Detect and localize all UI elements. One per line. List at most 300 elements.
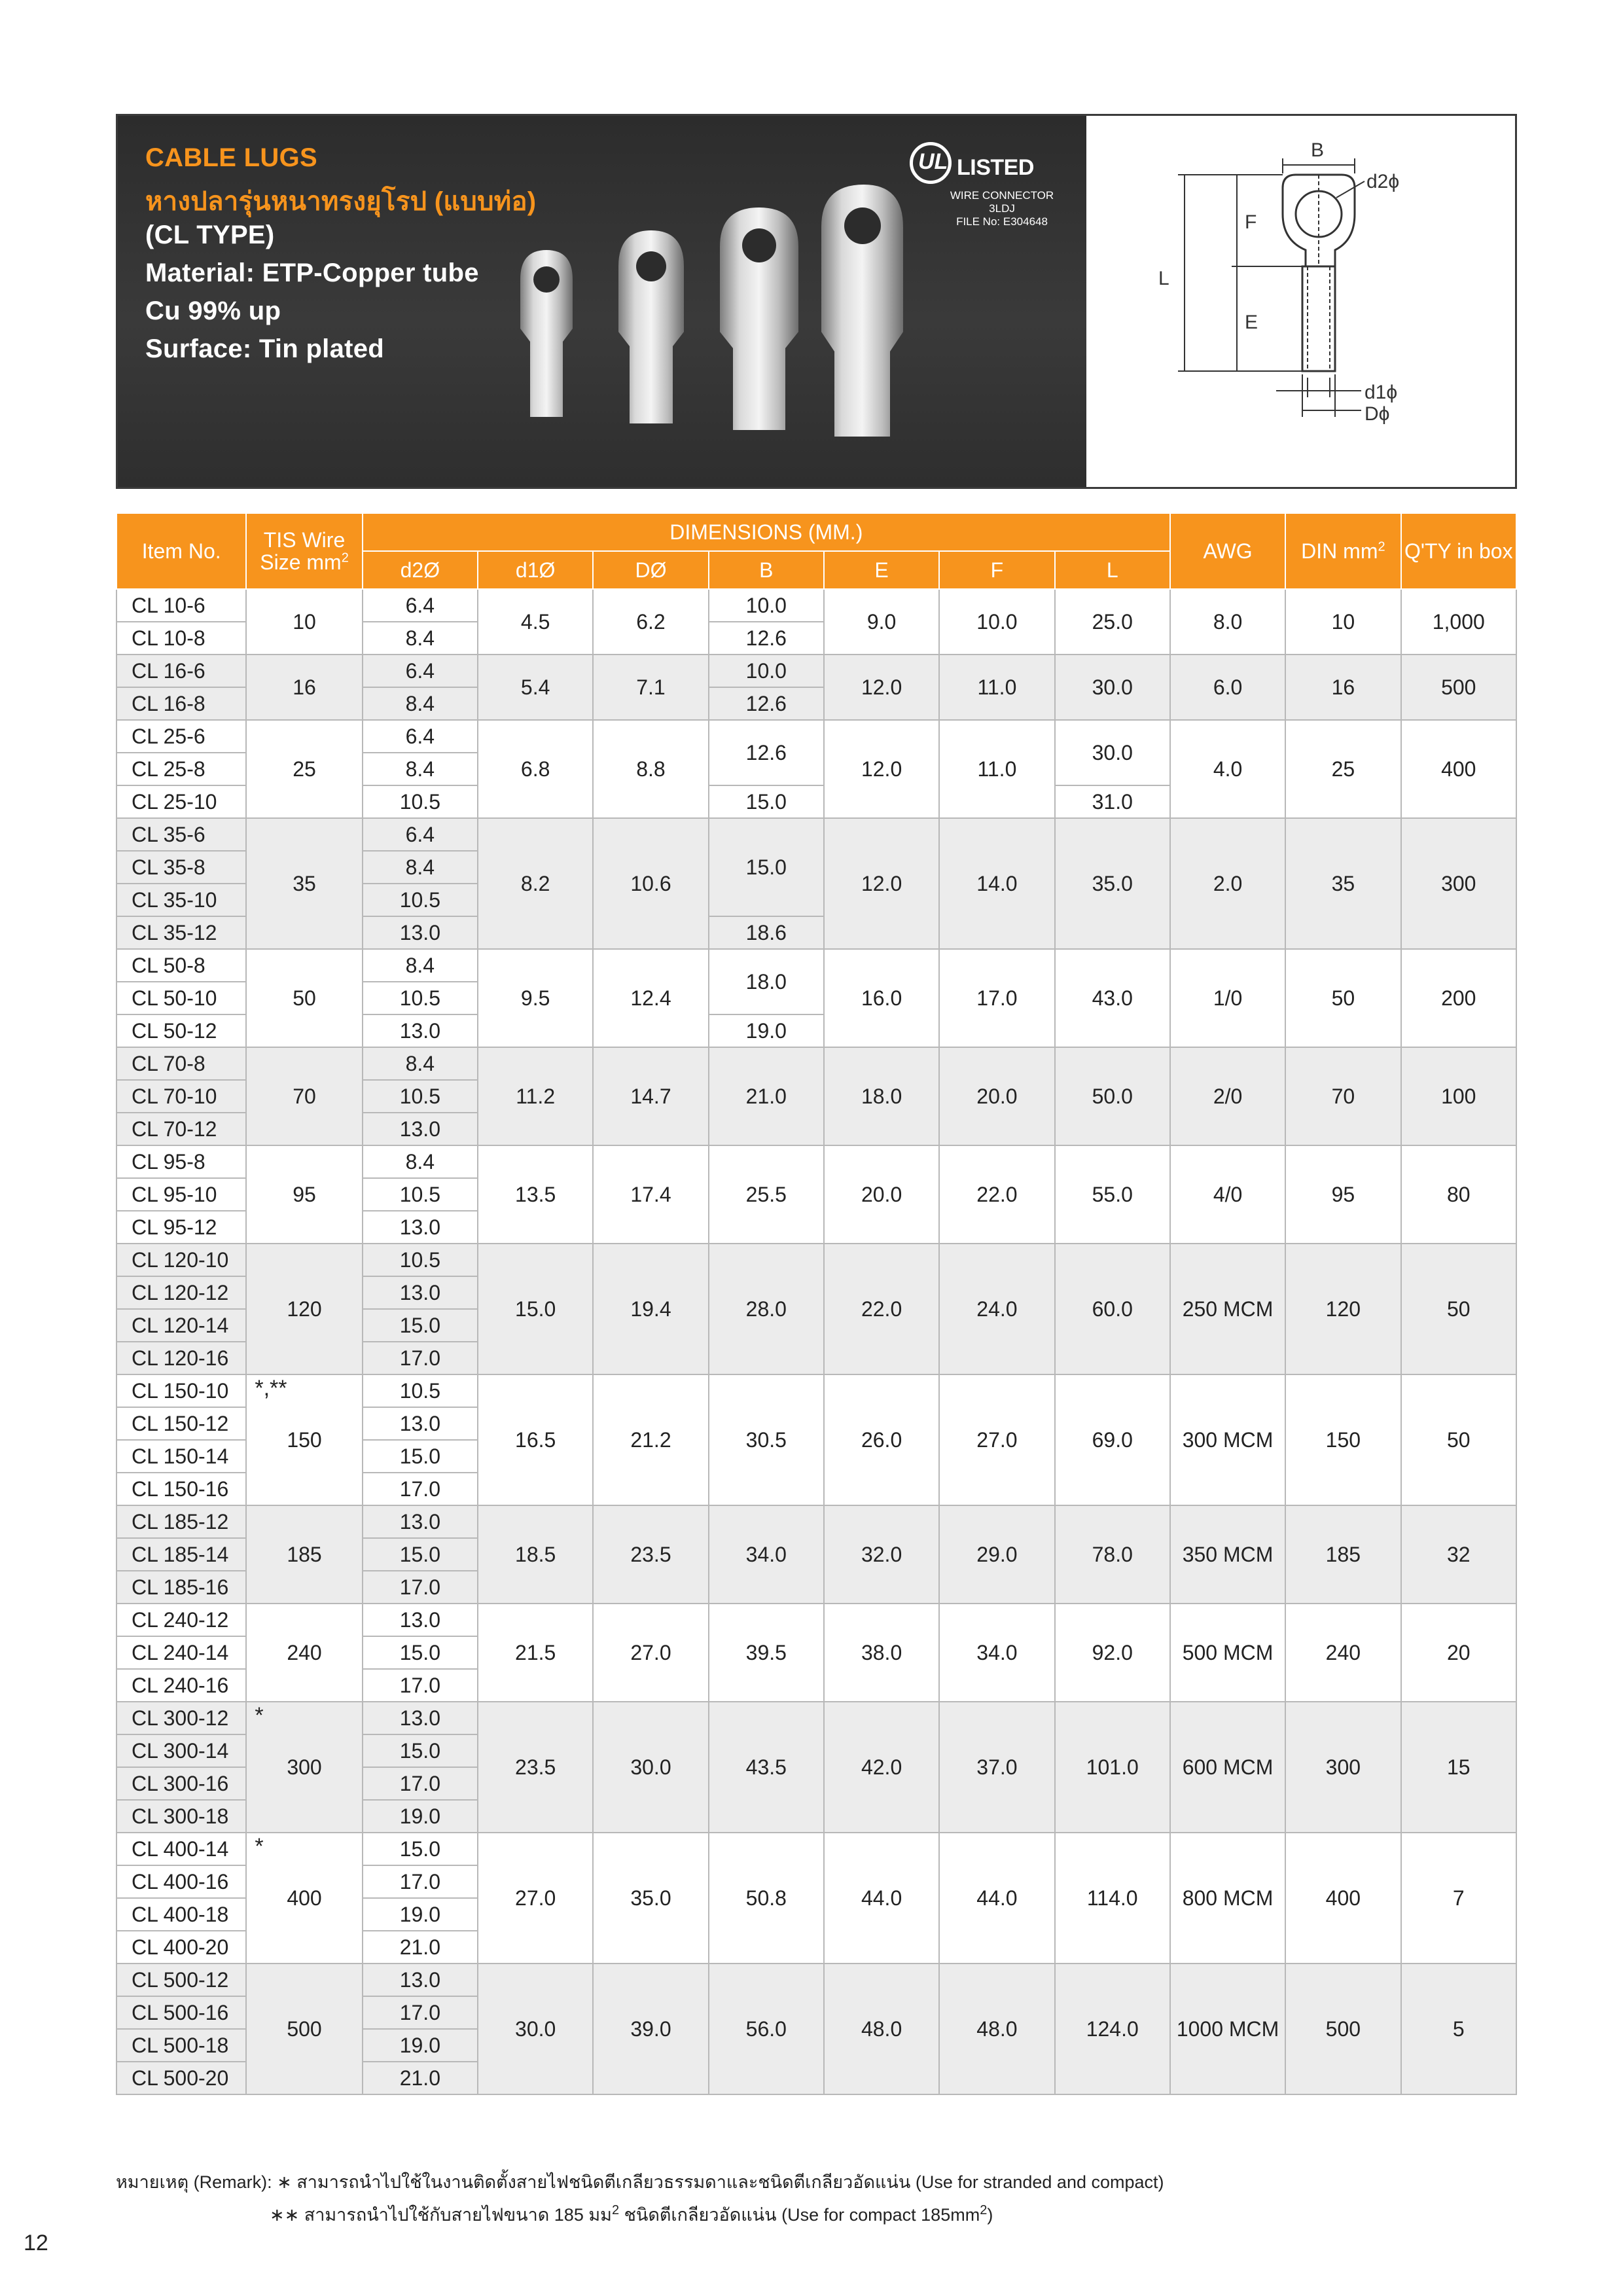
item-no-cell: CL 70-12 xyxy=(116,1113,246,1145)
dim-label-l: L xyxy=(1158,268,1169,289)
table-row xyxy=(116,949,1516,982)
f-cell: 11.0 xyxy=(939,720,1054,818)
ul-logo-icon: UL xyxy=(910,142,952,184)
e-cell: 12.0 xyxy=(824,818,939,949)
b-cell: 28.0 xyxy=(709,1244,824,1374)
d2-cell: 15.0 xyxy=(363,1309,478,1342)
qty-cell: 7 xyxy=(1401,1833,1516,1964)
item-no-cell: CL 150-12 xyxy=(116,1407,246,1440)
tis-size-cell xyxy=(246,655,362,720)
item-no-cell: CL 35-8 xyxy=(116,851,246,884)
item-no-cell: CL 150-14 xyxy=(116,1440,246,1473)
qty-cell: 300 xyxy=(1401,818,1516,949)
l-cell: 35.0 xyxy=(1055,818,1170,949)
d2-cell: 13.0 xyxy=(363,1276,478,1309)
d2-cell: 15.0 xyxy=(363,1833,478,1865)
f-cell: 10.0 xyxy=(939,589,1054,655)
tis-size-cell xyxy=(246,1374,362,1505)
item-no-cell: CL 10-8 xyxy=(116,622,246,655)
item-no-cell: CL 10-6 xyxy=(116,589,246,622)
tis-size-value: 150 xyxy=(287,1428,322,1452)
tis-size-cell xyxy=(246,1244,362,1374)
item-no-cell: CL 150-10 xyxy=(116,1374,246,1407)
tis-size-value: 95 xyxy=(293,1183,316,1206)
item-no-cell: CL 16-8 xyxy=(116,687,246,720)
f-cell: 20.0 xyxy=(939,1047,1054,1145)
awg-cell: 1/0 xyxy=(1170,949,1285,1047)
d1-cell: 11.2 xyxy=(478,1047,593,1145)
table-row xyxy=(116,1047,1516,1080)
item-no-cell: CL 400-16 xyxy=(116,1865,246,1898)
d2-cell: 10.5 xyxy=(363,785,478,818)
item-no-cell: CL 500-16 xyxy=(116,1996,246,2029)
d2-cell: 15.0 xyxy=(363,1636,478,1669)
item-no-cell: CL 95-8 xyxy=(116,1145,246,1178)
awg-cell: 2/0 xyxy=(1170,1047,1285,1145)
item-no-cell: CL 120-12 xyxy=(116,1276,246,1309)
tis-size-cell xyxy=(246,1604,362,1702)
e-cell: 22.0 xyxy=(824,1244,939,1374)
table-row xyxy=(116,1145,1516,1178)
f-cell: 29.0 xyxy=(939,1505,1054,1604)
d-cell: 19.4 xyxy=(593,1244,708,1374)
d-cell: 21.2 xyxy=(593,1374,708,1505)
item-no-cell: CL 50-12 xyxy=(116,1014,246,1047)
tis-size-value: 185 xyxy=(287,1543,322,1566)
tis-size-cell xyxy=(246,1702,362,1833)
item-no-cell: CL 185-12 xyxy=(116,1505,246,1538)
d1-cell: 6.8 xyxy=(478,720,593,818)
d2-cell: 13.0 xyxy=(363,1211,478,1244)
din-cell: 50 xyxy=(1285,949,1400,1047)
item-no-cell: CL 300-12 xyxy=(116,1702,246,1734)
d-cell: 12.4 xyxy=(593,949,708,1047)
tis-size-cell xyxy=(246,949,362,1047)
d2-cell: 10.5 xyxy=(363,1080,478,1113)
tis-size-value: 500 xyxy=(287,2017,322,2041)
awg-cell: 4.0 xyxy=(1170,720,1285,818)
item-no-cell: CL 25-10 xyxy=(116,785,246,818)
l-cell: 30.0 xyxy=(1055,720,1170,785)
remark-mark: *,** xyxy=(255,1376,287,1401)
d-cell: 14.7 xyxy=(593,1047,708,1145)
table-row xyxy=(116,589,1516,622)
item-no-cell: CL 400-20 xyxy=(116,1931,246,1964)
remark-mark: * xyxy=(255,1834,264,1859)
qty-cell: 100 xyxy=(1401,1047,1516,1145)
d2-cell: 8.4 xyxy=(363,687,478,720)
tis-size-value: 50 xyxy=(293,986,316,1010)
item-no-cell: CL 50-10 xyxy=(116,982,246,1014)
din-cell: 95 xyxy=(1285,1145,1400,1244)
d2-cell: 17.0 xyxy=(363,1865,478,1898)
b-cell: 18.6 xyxy=(709,916,824,949)
din-cell: 120 xyxy=(1285,1244,1400,1374)
awg-cell: 1000 MCM xyxy=(1170,1964,1285,2094)
table-row xyxy=(116,1964,1516,1996)
d1-cell: 27.0 xyxy=(478,1833,593,1964)
d-cell: 39.0 xyxy=(593,1964,708,2094)
e-cell: 26.0 xyxy=(824,1374,939,1505)
tis-size-value: 240 xyxy=(287,1641,322,1664)
qty-cell: 32 xyxy=(1401,1505,1516,1604)
header-din: DIN $mm^2$ xyxy=(1285,513,1400,589)
item-no-cell: CL 95-12 xyxy=(116,1211,246,1244)
d2-cell: 10.5 xyxy=(363,1374,478,1407)
item-no-cell: CL 300-18 xyxy=(116,1800,246,1833)
l-cell: 55.0 xyxy=(1055,1145,1170,1244)
material-spec: Material: ETP-Copper tube xyxy=(145,259,479,287)
d2-cell: 10.5 xyxy=(363,1244,478,1276)
f-cell: 22.0 xyxy=(939,1145,1054,1244)
d2-cell: 13.0 xyxy=(363,1014,478,1047)
surface-spec: Surface: Tin plated xyxy=(145,334,385,363)
item-no-cell: CL 240-16 xyxy=(116,1669,246,1702)
header-qty: Q'TY in box xyxy=(1401,513,1516,589)
tis-size-cell xyxy=(246,818,362,949)
e-cell: 42.0 xyxy=(824,1702,939,1833)
item-no-cell: CL 35-6 xyxy=(116,818,246,851)
item-no-cell: CL 185-14 xyxy=(116,1538,246,1571)
item-no-cell: CL 240-12 xyxy=(116,1604,246,1636)
d-cell: 7.1 xyxy=(593,655,708,720)
item-no-cell: CL 95-10 xyxy=(116,1178,246,1211)
item-no-cell: CL 50-8 xyxy=(116,949,246,982)
l-cell: 43.0 xyxy=(1055,949,1170,1047)
d1-cell: 16.5 xyxy=(478,1374,593,1505)
qty-cell: 80 xyxy=(1401,1145,1516,1244)
din-cell: 70 xyxy=(1285,1047,1400,1145)
header-l: L xyxy=(1055,551,1170,589)
d2-cell: 19.0 xyxy=(363,1898,478,1931)
d-cell: 17.4 xyxy=(593,1145,708,1244)
tis-size-cell xyxy=(246,1833,362,1964)
e-cell: 9.0 xyxy=(824,589,939,655)
f-cell: 11.0 xyxy=(939,655,1054,720)
table-row xyxy=(116,1604,1516,1636)
d2-cell: 13.0 xyxy=(363,1505,478,1538)
b-cell: 19.0 xyxy=(709,1014,824,1047)
awg-cell: 2.0 xyxy=(1170,818,1285,949)
dim-label-e: E xyxy=(1245,312,1258,333)
b-cell: 34.0 xyxy=(709,1505,824,1604)
awg-cell: 8.0 xyxy=(1170,589,1285,655)
tis-size-value: 25 xyxy=(293,757,316,781)
awg-cell: 600 MCM xyxy=(1170,1702,1285,1833)
d2-cell: 17.0 xyxy=(363,1473,478,1505)
tis-size-cell xyxy=(246,1964,362,2094)
item-no-cell: CL 150-16 xyxy=(116,1473,246,1505)
b-cell: 43.5 xyxy=(709,1702,824,1833)
l-cell: 60.0 xyxy=(1055,1244,1170,1374)
d1-cell: 5.4 xyxy=(478,655,593,720)
din-cell: 500 xyxy=(1285,1964,1400,2094)
b-cell: 39.5 xyxy=(709,1604,824,1702)
dim-label-b: B xyxy=(1311,139,1325,161)
header-b: B xyxy=(709,551,824,589)
b-cell: 10.0 xyxy=(709,655,824,687)
product-title: CABLE LUGS xyxy=(145,143,317,172)
l-cell: 25.0 xyxy=(1055,589,1170,655)
qty-cell: 50 xyxy=(1401,1374,1516,1505)
awg-cell: 800 MCM xyxy=(1170,1833,1285,1964)
d1-cell: 8.2 xyxy=(478,818,593,949)
b-cell: 21.0 xyxy=(709,1047,824,1145)
item-no-cell: CL 70-10 xyxy=(116,1080,246,1113)
item-no-cell: CL 185-16 xyxy=(116,1571,246,1604)
d2-cell: 10.5 xyxy=(363,884,478,916)
header-d2: d2Ø xyxy=(363,551,478,589)
d2-cell: 13.0 xyxy=(363,1407,478,1440)
tis-size-value: 16 xyxy=(293,675,316,699)
table-row xyxy=(116,720,1516,753)
dim-label-f: F xyxy=(1245,211,1257,233)
din-cell: 35 xyxy=(1285,818,1400,949)
dim-label-d1: d1ϕ xyxy=(1364,382,1398,403)
header-awg: AWG xyxy=(1170,513,1285,589)
qty-cell: 15 xyxy=(1401,1702,1516,1833)
d2-cell: 13.0 xyxy=(363,1113,478,1145)
d1-cell: 30.0 xyxy=(478,1964,593,2094)
qty-cell: 50 xyxy=(1401,1244,1516,1374)
d-cell: 8.8 xyxy=(593,720,708,818)
ul-code: 3LDJ xyxy=(989,202,1015,215)
d-cell: 10.6 xyxy=(593,818,708,949)
table-row xyxy=(116,818,1516,851)
cable-lugs-illustration xyxy=(484,175,903,482)
tis-size-value: 35 xyxy=(293,872,316,895)
d1-cell: 4.5 xyxy=(478,589,593,655)
lug-medium xyxy=(618,230,684,423)
d1-cell: 23.5 xyxy=(478,1702,593,1833)
e-cell: 32.0 xyxy=(824,1505,939,1604)
b-cell: 12.6 xyxy=(709,622,824,655)
tis-size-value: 300 xyxy=(287,1755,322,1779)
d2-cell: 10.5 xyxy=(363,982,478,1014)
cable-lug-spec-table xyxy=(116,512,1517,2095)
b-cell: 56.0 xyxy=(709,1964,824,2094)
qty-cell: 400 xyxy=(1401,720,1516,818)
dimension-diagram xyxy=(1086,116,1515,487)
awg-cell: 250 MCM xyxy=(1170,1244,1285,1374)
awg-cell: 500 MCM xyxy=(1170,1604,1285,1702)
d2-cell: 15.0 xyxy=(363,1440,478,1473)
d2-cell: 21.0 xyxy=(363,1931,478,1964)
tis-size-value: 400 xyxy=(287,1886,322,1910)
l-cell: 101.0 xyxy=(1055,1702,1170,1833)
tis-size-cell xyxy=(246,589,362,655)
l-cell: 69.0 xyxy=(1055,1374,1170,1505)
awg-cell: 6.0 xyxy=(1170,655,1285,720)
d2-cell: 21.0 xyxy=(363,2062,478,2094)
l-cell: 30.0 xyxy=(1055,655,1170,720)
d-cell: 6.2 xyxy=(593,589,708,655)
d2-cell: 13.0 xyxy=(363,1964,478,1996)
d2-cell: 6.4 xyxy=(363,655,478,687)
d2-cell: 13.0 xyxy=(363,916,478,949)
din-cell: 150 xyxy=(1285,1374,1400,1505)
qty-cell: 500 xyxy=(1401,655,1516,720)
e-cell: 18.0 xyxy=(824,1047,939,1145)
d2-cell: 17.0 xyxy=(363,1996,478,2029)
d2-cell: 6.4 xyxy=(363,720,478,753)
d1-cell: 18.5 xyxy=(478,1505,593,1604)
qty-cell: 200 xyxy=(1401,949,1516,1047)
d2-cell: 8.4 xyxy=(363,949,478,982)
b-cell: 12.6 xyxy=(709,687,824,720)
d2-cell: 17.0 xyxy=(363,1767,478,1800)
item-no-cell: CL 25-6 xyxy=(116,720,246,753)
qty-cell: 20 xyxy=(1401,1604,1516,1702)
l-cell: 78.0 xyxy=(1055,1505,1170,1604)
table-row xyxy=(116,655,1516,687)
banner-background xyxy=(118,116,1086,487)
page-number: 12 xyxy=(24,2231,48,2255)
d1-cell: 15.0 xyxy=(478,1244,593,1374)
d1-cell: 9.5 xyxy=(478,949,593,1047)
d2-cell: 17.0 xyxy=(363,1571,478,1604)
lug-large xyxy=(720,207,798,430)
table-row xyxy=(116,1244,1516,1276)
din-cell: 25 xyxy=(1285,720,1400,818)
qty-cell: 1,000 xyxy=(1401,589,1516,655)
e-cell: 20.0 xyxy=(824,1145,939,1244)
table-body xyxy=(116,589,1516,2094)
item-no-cell: CL 500-18 xyxy=(116,2029,246,2062)
tis-size-value: 120 xyxy=(287,1297,322,1321)
header-d: DØ xyxy=(593,551,708,589)
b-cell: 15.0 xyxy=(709,818,824,916)
header-dimensions: DIMENSIONS (MM.) xyxy=(363,513,1170,551)
header-d1: d1Ø xyxy=(478,551,593,589)
d-cell: 35.0 xyxy=(593,1833,708,1964)
item-no-cell: CL 120-16 xyxy=(116,1342,246,1374)
e-cell: 12.0 xyxy=(824,720,939,818)
ul-file-number: FILE No: E304648 xyxy=(956,215,1048,228)
b-cell: 18.0 xyxy=(709,949,824,1014)
d2-cell: 17.0 xyxy=(363,1669,478,1702)
l-cell: 114.0 xyxy=(1055,1833,1170,1964)
din-cell: 240 xyxy=(1285,1604,1400,1702)
d1-cell: 21.5 xyxy=(478,1604,593,1702)
tis-size-cell xyxy=(246,1047,362,1145)
d2-cell: 8.4 xyxy=(363,1145,478,1178)
d2-cell: 8.4 xyxy=(363,851,478,884)
header-f: F xyxy=(939,551,1054,589)
f-cell: 44.0 xyxy=(939,1833,1054,1964)
d2-cell: 8.4 xyxy=(363,753,478,785)
dim-label-d: Dϕ xyxy=(1364,403,1390,425)
qty-cell: 5 xyxy=(1401,1964,1516,2094)
b-cell: 12.6 xyxy=(709,720,824,785)
item-no-cell: CL 35-12 xyxy=(116,916,246,949)
header-tis-wire-size: TIS Wire Size $mm^2$ xyxy=(246,513,362,589)
item-no-cell: CL 400-14 xyxy=(116,1833,246,1865)
tis-size-cell xyxy=(246,720,362,818)
d-cell: 27.0 xyxy=(593,1604,708,1702)
l-cell: 50.0 xyxy=(1055,1047,1170,1145)
d1-cell: 13.5 xyxy=(478,1145,593,1244)
tis-size-value: 70 xyxy=(293,1085,316,1108)
f-cell: 27.0 xyxy=(939,1374,1054,1505)
table-row xyxy=(116,1374,1516,1407)
header-banner xyxy=(116,114,1517,489)
d2-cell: 6.4 xyxy=(363,818,478,851)
item-no-cell: CL 300-16 xyxy=(116,1767,246,1800)
remark-mark: * xyxy=(255,1703,264,1728)
product-title-thai: หางปลารุ่นหนาทรงยุโรป (แบบท่อ) xyxy=(145,187,537,216)
d2-cell: 15.0 xyxy=(363,1538,478,1571)
item-no-cell: CL 500-20 xyxy=(116,2062,246,2094)
d-cell: 30.0 xyxy=(593,1702,708,1833)
awg-cell: 350 MCM xyxy=(1170,1505,1285,1604)
d2-cell: 17.0 xyxy=(363,1342,478,1374)
b-cell: 50.8 xyxy=(709,1833,824,1964)
d2-cell: 15.0 xyxy=(363,1734,478,1767)
d2-cell: 6.4 xyxy=(363,589,478,622)
remark-note-1: หมายเหตุ (Remark): ∗ สามารถนำไปใช้ในงานติดตั้งสายไฟชนิดตีเกลียวธรรมดาและชนิดตีเกลียวอัดแน่น (Use for stranded and compact) xyxy=(116,2172,1164,2192)
item-no-cell: CL 70-8 xyxy=(116,1047,246,1080)
f-cell: 48.0 xyxy=(939,1964,1054,2094)
f-cell: 37.0 xyxy=(939,1702,1054,1833)
tis-size-cell xyxy=(246,1145,362,1244)
din-cell: 185 xyxy=(1285,1505,1400,1604)
d2-cell: 8.4 xyxy=(363,622,478,655)
ul-listed-text: LISTED xyxy=(957,155,1034,180)
tis-size-cell xyxy=(246,1505,362,1604)
awg-cell: 300 MCM xyxy=(1170,1374,1285,1505)
din-cell: 400 xyxy=(1285,1833,1400,1964)
l-cell: 31.0 xyxy=(1055,785,1170,818)
lug-small xyxy=(520,250,573,417)
d2-cell: 8.4 xyxy=(363,1047,478,1080)
awg-cell: 4/0 xyxy=(1170,1145,1285,1244)
d2-cell: 13.0 xyxy=(363,1702,478,1734)
ul-wire-connector: WIRE CONNECTOR xyxy=(950,189,1054,202)
din-cell: 300 xyxy=(1285,1702,1400,1833)
item-no-cell: CL 300-14 xyxy=(116,1734,246,1767)
din-cell: 10 xyxy=(1285,589,1400,655)
item-no-cell: CL 120-10 xyxy=(116,1244,246,1276)
f-cell: 17.0 xyxy=(939,949,1054,1047)
f-cell: 14.0 xyxy=(939,818,1054,949)
ul-listed-mark xyxy=(910,142,1067,253)
item-no-cell: CL 500-12 xyxy=(116,1964,246,1996)
remark-note-2: ∗∗ สามารถนำไปใช้กับสายไฟขนาด 185 มม$^2$ ชนิดตีเกลียวอัดแน่น (Use for compact $185mm^2$) xyxy=(270,2203,993,2225)
d-cell: 23.5 xyxy=(593,1505,708,1604)
table-row xyxy=(116,1505,1516,1538)
d2-cell: 19.0 xyxy=(363,1800,478,1833)
tis-size-value: 10 xyxy=(293,610,316,634)
lug-xlarge xyxy=(821,185,903,437)
e-cell: 44.0 xyxy=(824,1833,939,1964)
item-no-cell: CL 400-18 xyxy=(116,1898,246,1931)
item-no-cell: CL 16-6 xyxy=(116,655,246,687)
item-no-cell: CL 120-14 xyxy=(116,1309,246,1342)
table-row xyxy=(116,1833,1516,1865)
f-cell: 24.0 xyxy=(939,1244,1054,1374)
d2-cell: 19.0 xyxy=(363,2029,478,2062)
l-cell: 92.0 xyxy=(1055,1604,1170,1702)
dim-label-d2: d2ϕ xyxy=(1366,171,1400,192)
product-type: (CL TYPE) xyxy=(145,221,275,249)
b-cell: 30.5 xyxy=(709,1374,824,1505)
header-e: E xyxy=(824,551,939,589)
item-no-cell: CL 25-8 xyxy=(116,753,246,785)
purity-spec: Cu 99% up xyxy=(145,296,281,325)
b-cell: 15.0 xyxy=(709,785,824,818)
e-cell: 16.0 xyxy=(824,949,939,1047)
